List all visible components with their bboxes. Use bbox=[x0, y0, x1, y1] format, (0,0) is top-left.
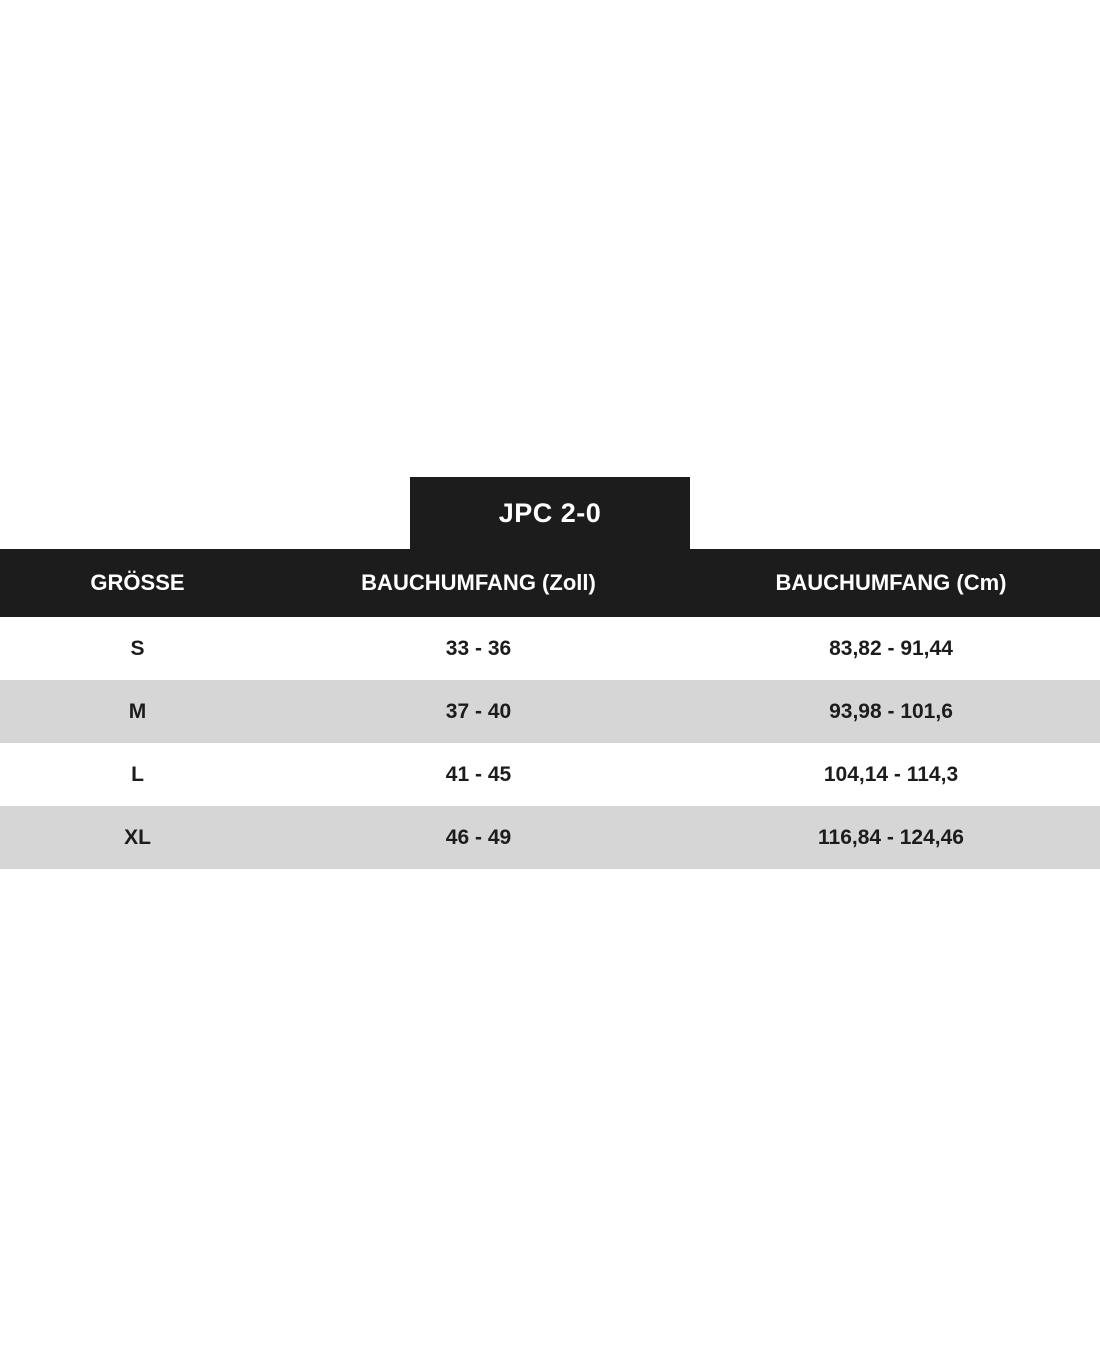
cell-waist-cm: 93,98 - 101,6 bbox=[829, 700, 953, 723]
table-row bbox=[0, 806, 1100, 869]
table-row bbox=[0, 680, 1100, 743]
cell-waist-inch: 37 - 40 bbox=[445, 700, 512, 723]
cell-waist-cm: 83,82 - 91,44 bbox=[829, 637, 953, 660]
cell-waist-inch: 33 - 36 bbox=[445, 637, 512, 660]
table-row bbox=[0, 617, 1100, 680]
table-title-badge: JPC 2-0 bbox=[410, 477, 690, 549]
column-header-waist-inch: BAUCHUMFANG (Zoll) bbox=[361, 570, 596, 595]
size-chart-table bbox=[0, 477, 1100, 869]
table-header-row bbox=[0, 549, 1100, 617]
cell-waist-cm: 116,84 - 124,46 bbox=[818, 826, 964, 849]
table-row bbox=[0, 743, 1100, 806]
column-header-waist-cm: BAUCHUMFANG (Cm) bbox=[775, 570, 1007, 595]
cell-waist-cm: 104,14 - 114,3 bbox=[823, 763, 959, 786]
cell-size: S bbox=[130, 637, 145, 660]
column-header-size: GRÖSSE bbox=[90, 570, 185, 595]
cell-waist-inch: 46 - 49 bbox=[445, 826, 512, 849]
cell-size: XL bbox=[124, 826, 151, 849]
cell-size: M bbox=[128, 700, 147, 723]
cell-size: L bbox=[131, 763, 144, 786]
cell-waist-inch: 41 - 45 bbox=[445, 763, 512, 786]
